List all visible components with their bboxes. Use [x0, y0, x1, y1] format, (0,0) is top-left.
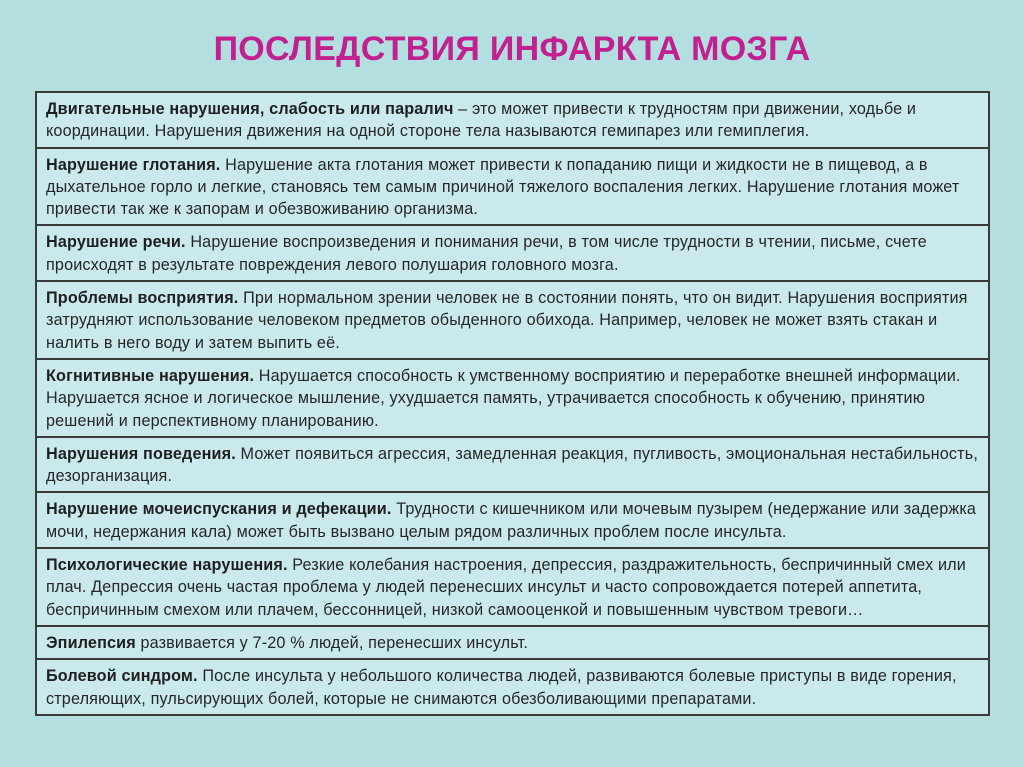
row-term: Психологические нарушения. [46, 556, 288, 575]
row-term: Двигательные нарушения, слабость или паралич [46, 100, 454, 118]
row-text: развивается у 7-20 % людей, перенесших инсульт. [135, 633, 528, 652]
row-text: Нарушение воспроизведения и понимания речи, в том числе трудности в чтении, письме, счете происходят в результате повреждения левого полушария головного мозга. [46, 233, 927, 274]
table-row-continence [37, 493, 988, 549]
row-term: Нарушение речи. [46, 233, 186, 252]
row-text: Может появиться агрессия, замедленная реакция, пугливость, эмоциональная нестабильность, дезорганизация. [46, 444, 978, 486]
table-row-pain [37, 660, 988, 716]
row-text: Резкие колебания настроения, депрессия, раздражительность, беспричинный смех или плач. Депрессия очень частая проблема у людей перенесших инсульт и часто сопровождается потерей аппетита, беспричинным смехом или плачем, бессонницей, низкой самооценкой и повышенным чувством тревоги… [46, 556, 966, 619]
row-term: Когнитивные нарушения. [46, 366, 255, 385]
table-row-swallowing [37, 149, 988, 227]
table-row-psychological [37, 549, 988, 627]
row-term: Эпилепсия [46, 633, 136, 652]
row-text: При нормальном зрении человек не в состоянии понять, что он видит. Нарушения восприятия затрудняют использование человеком предметов обыденного обихода. Например, человек не может взять стакан и налить в него воду и затем выпить её. [46, 289, 968, 352]
table-row-perception [37, 282, 988, 360]
row-term: Болевой синдром. [46, 667, 198, 686]
row-text: Нарушается способность к умственному восприятию и переработке внешней информации. Нарушается ясное и логическое мышление, ухудшается память, утрачивается способность к обучению, принятию решений и перспективному планированию. [46, 366, 961, 430]
row-text: Нарушение акта глотания может привести к попаданию пищи и жидкости не в пищевод, а в дыхательное горло и легкие, становясь тем самым причиной тяжелого воспаления легких. Нарушение глотания может привести так же к запорам и обезвоживанию организма. [46, 155, 960, 219]
row-text: Трудности с кишечником или мочевым пузырем (недержание или задержка мочи, недержания кала) может быть вызвано целым рядом различных проблем после инсульта. [46, 500, 977, 541]
table-row-behavior [37, 438, 988, 494]
consequences-table [35, 91, 990, 716]
row-term: Нарушение глотания. [46, 155, 221, 174]
table-row-epilepsy [37, 627, 988, 660]
row-term: Нарушение мочеиспускания и дефекации. [46, 500, 392, 519]
row-term: Нарушения поведения. [46, 444, 236, 463]
row-term: Проблемы восприятия. [46, 289, 239, 308]
table-row-cognitive [37, 360, 988, 438]
table-row-motor [37, 93, 988, 149]
slide-title: ПОСЛЕДСТВИЯ ИНФАРКТА МОЗГА [213, 30, 811, 68]
table-row-speech [37, 226, 988, 282]
row-text: – это может привести к трудностям при движении, ходьбе и координации. Нарушения движения на одной стороне тела называются гемипарез или гемиплегия. [46, 100, 917, 141]
row-text: После инсульта у небольшого количества людей, развиваются болевые приступы в виде горения, стреляющих, пульсирующих болей, которые не снимаются обезболивающими препаратами. [46, 667, 957, 708]
